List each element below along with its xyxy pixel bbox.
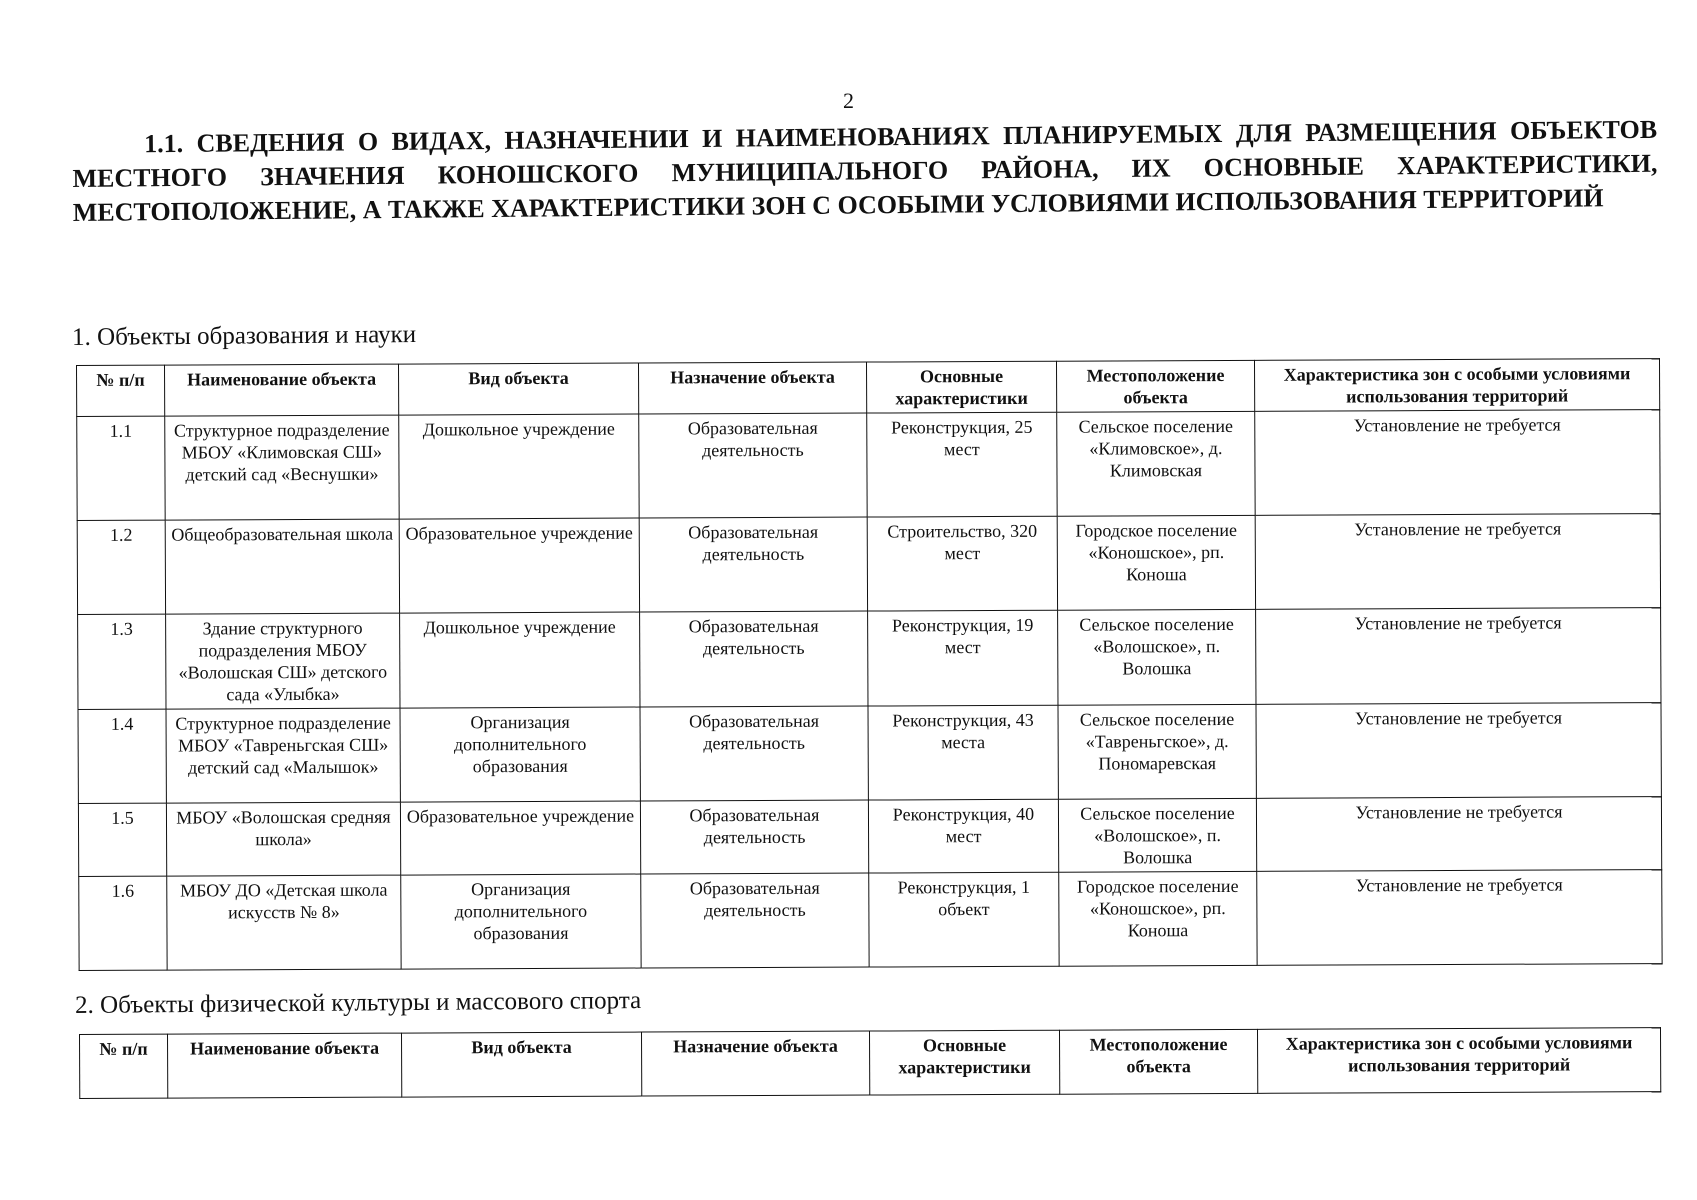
cell-location: Сельское поселение «Тавреньгское», д. Пономаревская [1058, 704, 1256, 799]
header-kind: Вид объекта [401, 1032, 641, 1097]
cell-num: 1.6 [79, 876, 167, 970]
cell-characteristics: Реконструкция, 40 мест [868, 799, 1058, 873]
cell-name: Структурное подразделение МБОУ «Тавреньгская СШ» детский сад «Малышок» [166, 708, 400, 803]
cell-location: Городское поселение «Коношское», рп. Коноша [1057, 515, 1255, 610]
cell-num: 1.2 [77, 520, 165, 614]
education-objects-table [76, 358, 1663, 971]
cell-name: МБОУ ДО «Детская школа искусств № 8» [167, 875, 401, 970]
table-row [79, 870, 1662, 971]
cell-zone: Установление не требуется [1256, 703, 1661, 799]
cell-location: Городское поселение «Коношское», рп. Коноша [1059, 871, 1257, 966]
cell-purpose: Образовательная деятельность [639, 517, 867, 612]
section-title-sports: 2. Объекты физической культуры и массового спорта [75, 987, 642, 1019]
header-purpose: Назначение объекта [641, 1031, 869, 1096]
document-heading [72, 113, 1658, 230]
header-location: Местоположение объекта [1059, 1029, 1257, 1094]
cell-num: 1.1 [77, 416, 165, 520]
cell-kind: Организация дополнительного образования [401, 874, 641, 969]
table-row [78, 797, 1661, 877]
cell-characteristics: Реконструкция, 19 мест [868, 610, 1058, 706]
cell-characteristics: Реконструкция, 1 объект [869, 872, 1059, 967]
header-kind: Вид объекта [398, 363, 638, 415]
heading-text: 1.1. СВЕДЕНИЯ О ВИДАХ, НАЗНАЧЕНИИ И НАИМЕНОВАНИЯХ ПЛАНИРУЕМЫХ ДЛЯ РАЗМЕЩЕНИЯ ОБЪЕКТОВ МЕСТНОГО ЗНАЧЕНИЯ КОНОШСКОГО МУНИЦИПАЛЬНОГО РАЙОНА, ИХ ОСНОВНЫЕ ХАРАКТЕРИСТИКИ, МЕСТОПОЛОЖЕНИЕ, А ТАКЖЕ ХАРАКТЕРИСТИКИ ЗОН С ОСОБЫМИ УСЛОВИЯМИ ИСПОЛЬЗОВАНИЯ ТЕРРИТОРИЙ [72, 114, 1658, 227]
cell-zone: Установление не требуется [1255, 514, 1660, 610]
cell-zone: Установление не требуется [1257, 870, 1662, 966]
header-characteristics: Основные характеристики [869, 1030, 1059, 1095]
header-name: Наименование объекта [168, 1033, 402, 1098]
header-characteristics: Основные характеристики [866, 361, 1056, 413]
table-row [77, 410, 1660, 521]
cell-zone: Установление не требуется [1256, 797, 1661, 872]
cell-characteristics: Реконструкция, 25 мест [867, 412, 1057, 517]
cell-location: Сельское поселение «Климовское», д. Климовская [1057, 411, 1255, 516]
header-zone: Характеристика зон с особыми условиями использования территорий [1254, 359, 1659, 412]
cell-location: Сельское поселение «Волошское», п. Волошка [1058, 609, 1256, 705]
sports-objects-table [79, 1027, 1661, 1099]
cell-kind: Дошкольное учреждение [399, 414, 639, 519]
cell-kind: Организация дополнительного образования [400, 707, 640, 802]
header-num: № п/п [80, 1034, 168, 1098]
cell-name: Здание структурного подразделения МБОУ «Волошская СШ» детского сада «Улыбка» [166, 613, 400, 709]
cell-kind: Образовательное учреждение [399, 518, 639, 613]
header-num: № п/п [77, 365, 165, 416]
cell-kind: Образовательное учреждение [400, 801, 640, 875]
cell-purpose: Образовательная деятельность [640, 611, 868, 707]
table-row [78, 608, 1661, 710]
cell-characteristics: Реконструкция, 43 места [868, 705, 1058, 800]
cell-kind: Дошкольное учреждение [400, 612, 640, 708]
table-row [78, 703, 1661, 804]
cell-zone: Установление не требуется [1255, 410, 1660, 516]
cell-purpose: Образовательная деятельность [640, 800, 868, 874]
table-header-row [77, 359, 1660, 417]
cell-location: Сельское поселение «Волошское», п. Волошка [1058, 798, 1256, 872]
table-row [77, 514, 1660, 615]
cell-num: 1.3 [78, 614, 166, 709]
header-location: Местоположение объекта [1056, 360, 1254, 412]
cell-name: Общеобразовательная школа [165, 519, 399, 614]
cell-num: 1.5 [78, 803, 166, 876]
cell-name: Структурное подразделение МБОУ «Климовская СШ» детский сад «Веснушки» [165, 415, 399, 520]
page-number: 2 [843, 88, 854, 113]
header-purpose: Назначение объекта [638, 362, 866, 414]
table-header-row [80, 1028, 1661, 1099]
cell-purpose: Образовательная деятельность [640, 706, 868, 801]
section-title-education: 1. Объекты образования и науки [72, 320, 417, 351]
cell-characteristics: Строительство, 320 мест [867, 516, 1057, 611]
cell-name: МБОУ «Волошская средняя школа» [166, 802, 400, 876]
cell-num: 1.4 [78, 709, 166, 803]
cell-zone: Установление не требуется [1256, 608, 1661, 705]
header-name: Наименование объекта [165, 364, 399, 416]
cell-purpose: Образовательная деятельность [641, 873, 869, 968]
cell-purpose: Образовательная деятельность [639, 413, 867, 518]
header-zone: Характеристика зон с особыми условиями использования территорий [1257, 1028, 1660, 1094]
